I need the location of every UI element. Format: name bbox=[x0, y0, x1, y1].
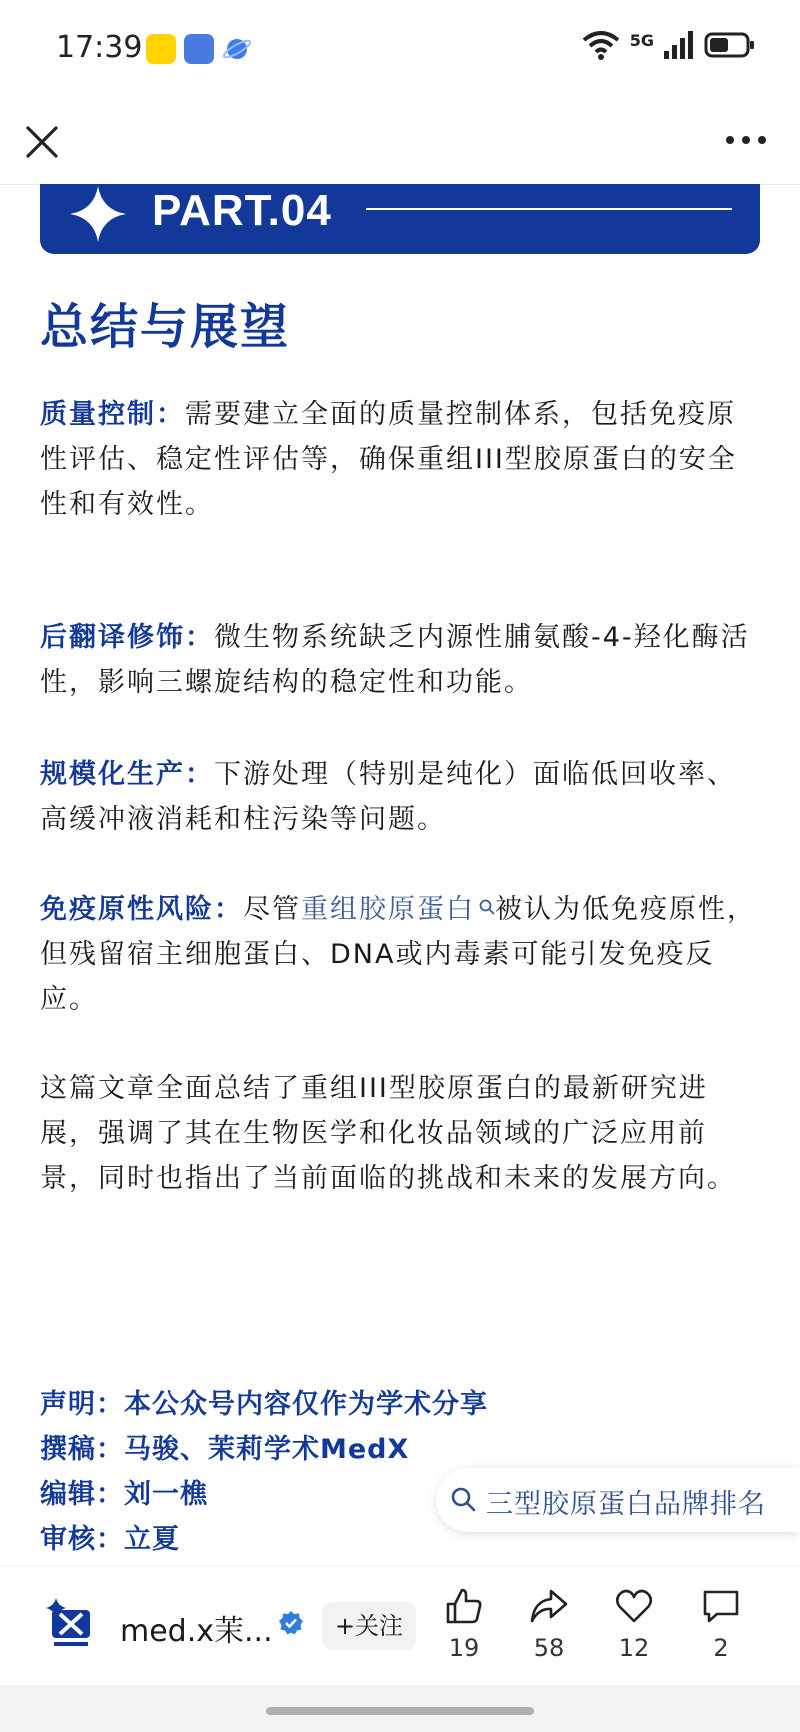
sparkle-icon bbox=[66, 182, 130, 250]
search-suggestion[interactable] bbox=[436, 1468, 800, 1532]
paragraph-label: 质量控制： bbox=[40, 399, 185, 430]
planet-app-icon bbox=[222, 34, 252, 64]
search-suggestion-text: 三型胶原蛋白品牌排名 bbox=[486, 1489, 766, 1520]
paragraph-text-post: 被认为低免疫原性，但残留宿主细胞蛋白、DNA或内毒素可能引发免疫反应。 bbox=[40, 894, 756, 1015]
section-heading: 总结与展望 bbox=[40, 299, 291, 355]
signal-icon bbox=[664, 31, 694, 63]
network-label: 5G bbox=[629, 30, 654, 50]
battery-icon bbox=[704, 31, 756, 63]
paragraph-text: 微生物系统缺乏内源性脯氨酸-4-羟化酶活性，影响三螺旋结构的稳定性和功能。 bbox=[40, 622, 750, 698]
comment-bubble-icon bbox=[701, 1611, 741, 1630]
top-nav-bar bbox=[0, 100, 800, 185]
status-indicators bbox=[582, 30, 756, 64]
keyword-link[interactable]: 重组胶原蛋白 bbox=[301, 894, 475, 925]
favorite-button[interactable] bbox=[604, 1586, 664, 1662]
favorite-count: 12 bbox=[618, 1634, 650, 1662]
credit-reviewer: 审核：立夏 bbox=[40, 1524, 180, 1555]
paragraph-scale-production bbox=[40, 752, 760, 842]
follow-button[interactable]: +关注 bbox=[322, 1602, 416, 1650]
close-icon[interactable] bbox=[22, 122, 62, 162]
paragraph-label: 后翻译修饰： bbox=[40, 622, 214, 653]
paragraph-label: 规模化生产： bbox=[40, 759, 214, 790]
verified-badge-icon bbox=[278, 1610, 304, 1640]
shield-app-icon bbox=[184, 34, 214, 64]
paragraph-quality-control bbox=[40, 392, 760, 527]
paragraph-summary: 这篇文章全面总结了重组III型胶原蛋白的最新研究进展，强调了其在生物医学和化妆品领域的广泛应用前景，同时也指出了当前面临的挑战和未来的发展方向。 bbox=[40, 1073, 736, 1194]
paragraph-text-pre: 尽管 bbox=[243, 894, 301, 925]
paragraph-immunogenicity bbox=[40, 887, 760, 1022]
comment-count: 2 bbox=[713, 1634, 729, 1662]
comment-button[interactable] bbox=[691, 1586, 751, 1662]
paragraph-text: 需要建立全面的质量控制体系，包括免疫原性评估、稳定性评估等，确保重组III型胶原蛋白的安全性和有效性。 bbox=[40, 399, 737, 520]
app-badge-icon bbox=[146, 34, 176, 64]
credits-block bbox=[40, 1382, 488, 1562]
credit-author: 撰稿：马骏、茉莉学术MedX bbox=[40, 1434, 410, 1465]
paragraph-text: 下游处理（特别是纯化）面临低回收率、高缓冲液消耗和柱污染等问题。 bbox=[40, 759, 736, 835]
like-button[interactable] bbox=[434, 1586, 494, 1662]
status-bar bbox=[0, 0, 800, 100]
bottom-action-bar bbox=[0, 1565, 800, 1686]
share-count: 58 bbox=[533, 1634, 565, 1662]
section-banner bbox=[40, 184, 760, 254]
credit-editor: 编辑：刘一樵 bbox=[40, 1479, 208, 1510]
like-count: 19 bbox=[448, 1634, 480, 1662]
status-time: 17:39 bbox=[56, 30, 143, 65]
search-icon[interactable] bbox=[479, 899, 495, 920]
search-icon bbox=[450, 1486, 476, 1516]
share-button[interactable] bbox=[519, 1586, 579, 1662]
paragraph-post-translational bbox=[40, 615, 760, 705]
more-dots-icon[interactable] bbox=[722, 130, 770, 150]
wifi-icon bbox=[582, 30, 620, 64]
thumbs-up-icon bbox=[444, 1611, 484, 1630]
account-name[interactable]: med.x茉... bbox=[120, 1614, 273, 1649]
credit-disclaimer: 声明：本公众号内容仅作为学术分享 bbox=[40, 1389, 488, 1420]
heart-icon bbox=[614, 1611, 654, 1630]
account-avatar[interactable] bbox=[46, 1596, 96, 1652]
banner-title: PART.04 bbox=[152, 186, 332, 235]
share-arrow-icon bbox=[529, 1611, 569, 1630]
banner-divider bbox=[366, 208, 732, 210]
paragraph-label: 免疫原性风险： bbox=[40, 894, 243, 925]
home-indicator-area bbox=[0, 1685, 800, 1732]
home-indicator[interactable] bbox=[266, 1707, 534, 1715]
